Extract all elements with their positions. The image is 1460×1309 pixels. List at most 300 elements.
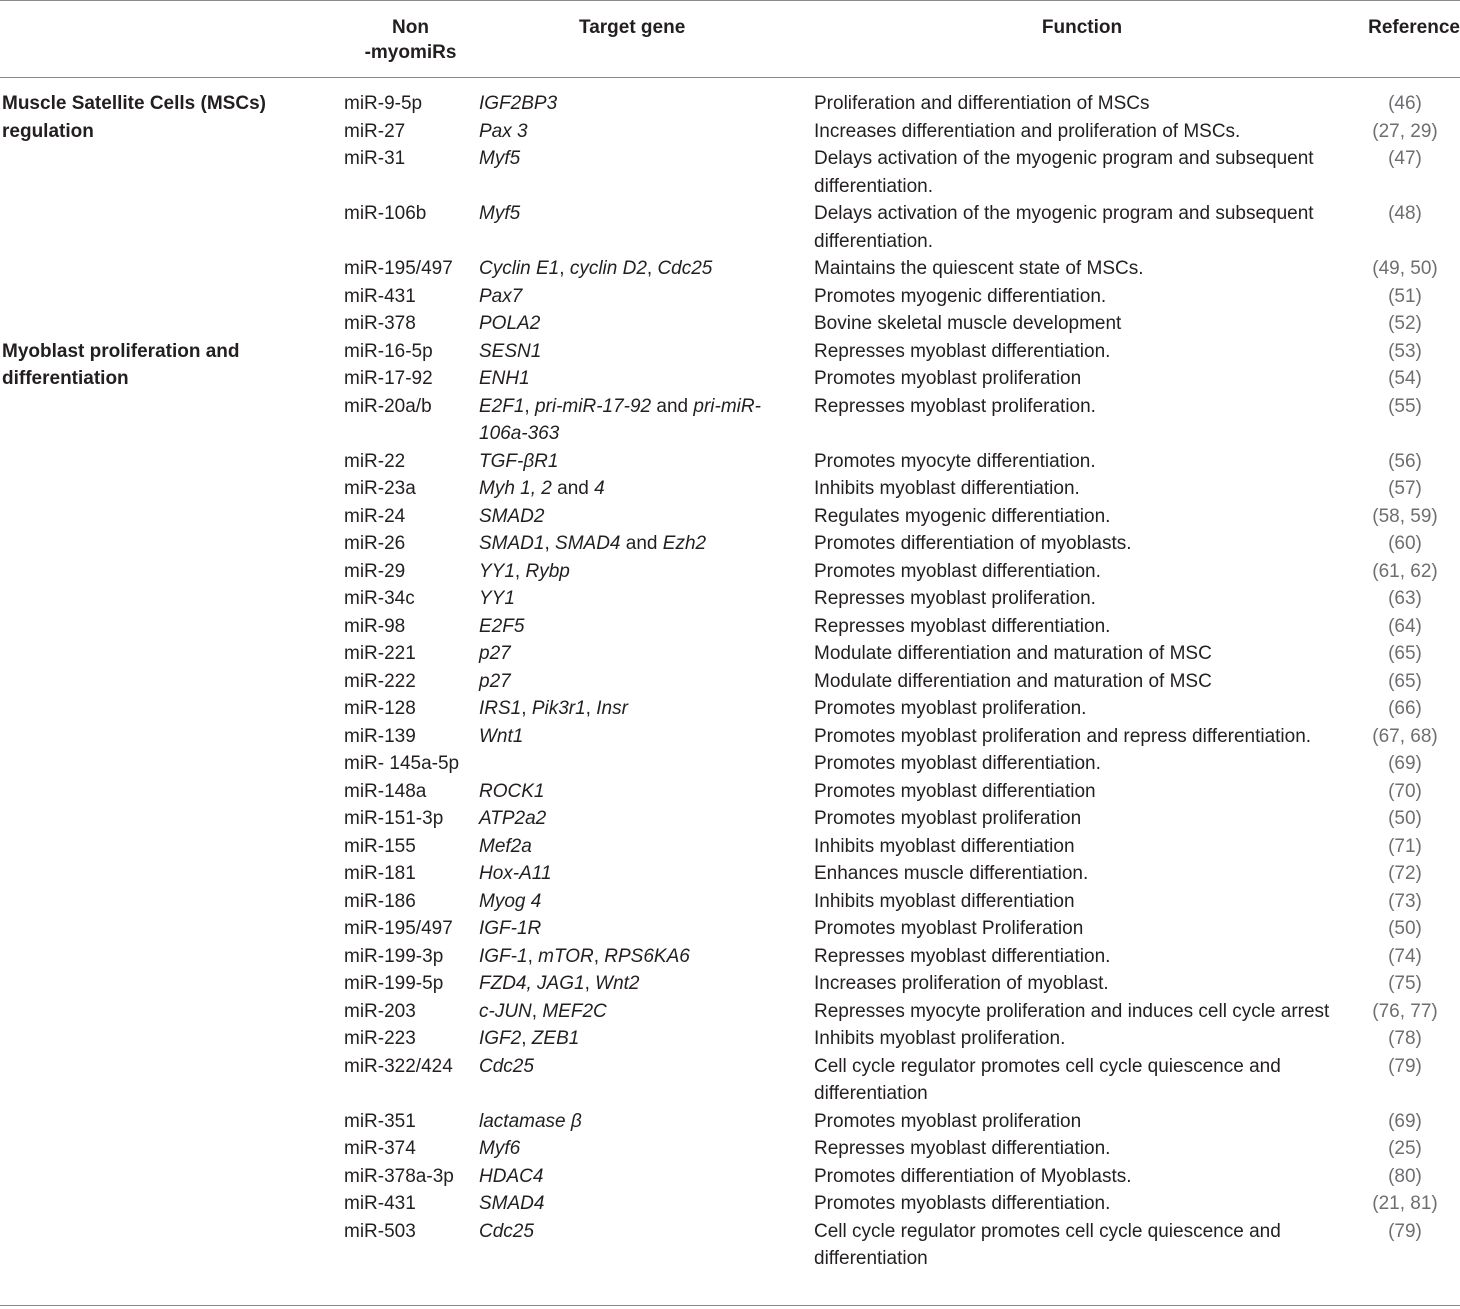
gene-segment: Pik3r1 (531, 698, 586, 719)
table-row (0, 448, 1460, 476)
target-gene-cell (479, 1190, 814, 1218)
target-gene-cell (479, 750, 814, 778)
mirna-cell: miR-16-5p (344, 340, 433, 362)
reference-cell: (25) (1388, 1138, 1422, 1159)
gene-segment: , (544, 533, 556, 554)
category-label: Muscle Satellite Cells (MSCs) regulation (2, 93, 266, 142)
table-row (0, 750, 1460, 778)
gene-segment: ENH1 (479, 368, 530, 389)
mirna-cell: miR-181 (344, 863, 416, 884)
mirna-cell: miR-148a (344, 780, 427, 802)
function-cell: Inhibits myoblast differentiation. (814, 478, 1080, 499)
function-cell: Promotes myoblasts differentiation. (814, 1193, 1111, 1214)
function-cell: Inhibits myoblast differentiation (814, 890, 1075, 912)
mirna-cell: miR-374 (344, 1138, 416, 1159)
category-cell (0, 393, 342, 448)
target-gene-cell (479, 338, 814, 366)
gene-segment: IRS1 (479, 698, 522, 719)
gene-segment: Cdc25 (479, 1055, 534, 1077)
table-row (0, 1108, 1460, 1136)
reference-cell: (53) (1388, 340, 1422, 362)
reference-cell: (63) (1388, 588, 1422, 609)
target-gene-cell (479, 888, 814, 916)
gene-segment: c-JUN (479, 1000, 532, 1022)
category-cell (0, 943, 342, 971)
gene-segment: IGF2 (479, 1028, 522, 1049)
function-cell: Represses myoblast proliferation. (814, 395, 1096, 417)
reference-cell: (67, 68) (1372, 725, 1438, 747)
gene-segment: SESN1 (479, 340, 542, 362)
target-gene-cell (479, 860, 814, 888)
gene-segment: 4 (594, 478, 605, 499)
table-row (0, 475, 1460, 503)
gene-segment: Pax 3 (479, 120, 528, 142)
table-row (0, 1218, 1460, 1283)
category-cell (0, 613, 342, 641)
reference-cell: (65) (1388, 643, 1422, 664)
gene-segment: pri-miR-17-92 (534, 395, 652, 417)
reference-cell: (72) (1388, 863, 1422, 884)
category-cell (0, 1163, 342, 1191)
target-gene-cell (479, 1135, 814, 1163)
function-cell: Represses myoblast differentiation. (814, 945, 1111, 967)
mirna-cell: miR-9-5p (344, 93, 423, 114)
category-cell (0, 723, 342, 751)
gene-segment: Cdc25 (657, 258, 713, 279)
function-cell: Promotes myoblast proliferation and repress differentiation. (814, 725, 1312, 747)
mirna-cell: miR-503 (344, 1220, 416, 1242)
target-gene-cell (479, 475, 814, 503)
target-gene-cell (479, 1218, 814, 1283)
function-cell: Increases differentiation and proliferation of MSCs. (814, 120, 1241, 142)
reference-cell: (52) (1388, 313, 1422, 334)
table-row (0, 145, 1460, 200)
table-row (0, 1163, 1460, 1191)
category-cell (0, 283, 342, 311)
target-gene-cell (479, 1163, 814, 1191)
reference-cell: (79) (1388, 1055, 1422, 1077)
function-cell: Proliferation and differentiation of MSCs (814, 93, 1150, 114)
reference-cell: (47) (1388, 148, 1422, 169)
mirna-cell: miR-27 (344, 120, 406, 142)
table-row (0, 805, 1460, 833)
mirna-cell: miR-195/497 (344, 918, 453, 939)
reference-cell: (76, 77) (1372, 1000, 1438, 1022)
category-cell (0, 640, 342, 668)
table-row (0, 723, 1460, 751)
header-reference: Reference (1350, 1, 1460, 78)
target-gene-cell (479, 558, 814, 586)
function-cell: Promotes myoblast proliferation (814, 368, 1082, 389)
category-cell (0, 1053, 342, 1108)
table-row (0, 860, 1460, 888)
category-cell (0, 805, 342, 833)
mirna-cell: miR-221 (344, 643, 416, 664)
gene-segment: Mef2a (479, 835, 532, 857)
gene-segment: Myf6 (479, 1138, 521, 1159)
reference-cell: (54) (1388, 368, 1422, 389)
category-cell (0, 695, 342, 723)
category-cell (0, 1218, 342, 1283)
function-cell: Promotes differentiation of Myoblasts. (814, 1165, 1132, 1187)
target-gene-cell (479, 640, 814, 668)
reference-cell: (55) (1388, 395, 1422, 417)
function-cell: Regulates myogenic differentiation. (814, 505, 1111, 527)
gene-segment: POLA2 (479, 313, 541, 334)
reference-cell: (64) (1388, 615, 1422, 637)
mirna-cell: miR-199-5p (344, 973, 444, 994)
function-cell: Inhibits myoblast differentiation (814, 835, 1075, 857)
gene-segment: Wnt2 (595, 973, 640, 994)
target-gene-cell (479, 200, 814, 255)
mirna-cell: miR-22 (344, 450, 406, 472)
function-cell: Delays activation of the myogenic program and subsequent differentiation. (814, 203, 1314, 252)
table-row (0, 1135, 1460, 1163)
target-gene-cell (479, 585, 814, 613)
function-cell: Modulate differentiation and maturation of MSC (814, 670, 1212, 692)
table-row (0, 585, 1460, 613)
function-cell: Enhances muscle differentiation. (814, 863, 1089, 884)
table-row (0, 943, 1460, 971)
header-target-gene: Target gene (479, 1, 814, 78)
function-cell: Modulate differentiation and maturation of MSC (814, 643, 1212, 664)
gene-segment: p27 (479, 643, 511, 664)
function-cell: Bovine skeletal muscle development (814, 313, 1122, 334)
mirna-cell: miR-23a (344, 478, 416, 499)
gene-segment: TGF-βR1 (479, 450, 559, 472)
function-cell: Cell cycle regulator promotes cell cycle quiescence and differentiation (814, 1220, 1281, 1269)
category-cell (0, 585, 342, 613)
category-cell (0, 310, 342, 338)
gene-segment: Cyclin E1 (479, 258, 560, 279)
mirna-cell: miR-29 (344, 560, 406, 582)
reference-cell: (21, 81) (1372, 1193, 1438, 1214)
reference-cell: (61, 62) (1372, 560, 1438, 582)
category-cell (0, 1108, 342, 1136)
table-row (0, 78, 1460, 118)
reference-cell: (27, 29) (1372, 120, 1438, 142)
mirna-cell: miR-98 (344, 615, 406, 637)
gene-segment: p27 (479, 670, 511, 692)
gene-segment: , (527, 945, 539, 967)
gene-segment: , (559, 258, 570, 279)
gene-segment: Myog 4 (479, 890, 542, 912)
target-gene-cell (479, 530, 814, 558)
function-cell: Represses myoblast differentiation. (814, 340, 1111, 362)
category-label: Myoblast proliferation and differentiation (2, 340, 240, 389)
category-cell (0, 255, 342, 283)
gene-segment: E2F1 (479, 395, 525, 417)
table-row (0, 338, 1460, 366)
reference-cell: (75) (1388, 973, 1422, 994)
gene-segment: Rybp (525, 560, 570, 582)
reference-cell: (66) (1388, 698, 1422, 719)
category-cell (0, 833, 342, 861)
target-gene-cell (479, 365, 814, 393)
gene-segment: YY1 (479, 588, 515, 609)
reference-cell: (49, 50) (1372, 258, 1438, 279)
category-cell (0, 558, 342, 586)
gene-segment: Myh 1, 2 (479, 478, 552, 499)
gene-segment: Hox-A11 (479, 863, 552, 884)
table-row (0, 558, 1460, 586)
reference-cell: (58, 59) (1372, 505, 1438, 527)
target-gene-cell (479, 118, 814, 146)
target-gene-cell (479, 448, 814, 476)
gene-segment: , (646, 258, 658, 279)
target-gene-cell (479, 915, 814, 943)
function-cell: Cell cycle regulator promotes cell cycle quiescence and differentiation (814, 1055, 1281, 1104)
reference-cell: (79) (1388, 1220, 1422, 1242)
gene-segment: , (584, 973, 596, 994)
mirna-cell: miR-17-92 (344, 368, 433, 389)
mirna-cell: miR-24 (344, 505, 406, 527)
reference-cell: (57) (1388, 478, 1422, 499)
table-row (0, 1053, 1460, 1108)
reference-cell: (69) (1388, 753, 1422, 774)
target-gene-cell (479, 613, 814, 641)
reference-cell: (69) (1388, 1110, 1422, 1132)
category-cell (0, 145, 342, 200)
target-gene-cell (479, 723, 814, 751)
reference-cell: (70) (1388, 780, 1422, 802)
target-gene-cell (479, 943, 814, 971)
gene-segment: SMAD2 (479, 505, 545, 527)
reference-cell: (80) (1388, 1165, 1422, 1187)
table-row (0, 283, 1460, 311)
mirna-cell: miR-34c (344, 588, 415, 609)
target-gene-cell (479, 255, 814, 283)
reference-cell: (50) (1388, 808, 1422, 829)
target-gene-cell (479, 310, 814, 338)
reference-cell: (48) (1388, 203, 1422, 224)
target-gene-cell (479, 78, 814, 118)
mirna-cell: miR-151-3p (344, 808, 444, 829)
target-gene-cell (479, 393, 814, 448)
reference-cell: (50) (1388, 918, 1422, 939)
mirna-cell: miR-431 (344, 1193, 416, 1214)
table-row (0, 393, 1460, 448)
table-row (0, 695, 1460, 723)
reference-cell: (74) (1388, 945, 1422, 967)
category-cell (0, 1135, 342, 1163)
function-cell: Promotes myoblast differentiation. (814, 560, 1101, 582)
gene-segment: mTOR (538, 945, 594, 967)
target-gene-cell (479, 805, 814, 833)
category-cell (0, 778, 342, 806)
function-cell: Inhibits myoblast proliferation. (814, 1028, 1066, 1049)
gene-segment: and (620, 533, 663, 554)
table-row (0, 888, 1460, 916)
function-cell: Promotes myogenic differentiation. (814, 285, 1107, 307)
table-row (0, 255, 1460, 283)
function-cell: Promotes myoblast differentiation (814, 780, 1096, 802)
mirna-cell: miR-155 (344, 835, 416, 857)
function-cell: Represses myocyte proliferation and induces cell cycle arrest (814, 1000, 1330, 1022)
gene-segment: , (521, 1028, 532, 1049)
target-gene-cell (479, 833, 814, 861)
gene-segment: , (585, 698, 597, 719)
gene-segment: YY1 (479, 560, 515, 582)
mirna-cell: miR-378 (344, 313, 416, 334)
function-cell: Promotes myoblast differentiation. (814, 753, 1101, 774)
category-cell (0, 1190, 342, 1218)
mirna-cell: miR-378a-3p (344, 1165, 454, 1187)
header-row (0, 1, 1460, 78)
table-row (0, 668, 1460, 696)
category-cell (0, 915, 342, 943)
gene-segment: HDAC4 (479, 1165, 544, 1187)
gene-segment: Myf5 (479, 148, 521, 169)
mirna-cell: miR-139 (344, 725, 416, 747)
category-cell (0, 338, 342, 389)
gene-segment: IGF2BP3 (479, 93, 558, 114)
category-cell (0, 750, 342, 778)
target-gene-cell (479, 503, 814, 531)
reference-cell: (71) (1388, 835, 1422, 857)
reference-cell: (73) (1388, 890, 1422, 912)
gene-segment: SMAD4 (555, 533, 621, 554)
mirna-cell: miR-199-3p (344, 945, 444, 967)
table-body (0, 78, 1460, 1283)
gene-segment: , (514, 560, 526, 582)
reference-cell: (56) (1388, 450, 1422, 472)
category-cell (0, 503, 342, 531)
gene-segment: MEF2C (542, 1000, 607, 1022)
gene-segment: , (521, 698, 532, 719)
table-row (0, 998, 1460, 1026)
gene-segment: Myf5 (479, 203, 521, 224)
category-cell (0, 1025, 342, 1053)
category-cell (0, 200, 342, 255)
mirna-cell: miR-106b (344, 203, 427, 224)
gene-segment: cyclin D2 (569, 258, 647, 279)
target-gene-cell (479, 1053, 814, 1108)
mirna-cell: miR-128 (344, 698, 416, 719)
header-category (0, 1, 342, 78)
target-gene-cell (479, 1025, 814, 1053)
target-gene-cell (479, 970, 814, 998)
function-cell: Increases proliferation of myoblast. (814, 973, 1109, 994)
header-non-myomirs-text: Non -myomiRs (364, 17, 457, 63)
target-gene-cell (479, 283, 814, 311)
target-gene-cell (479, 998, 814, 1026)
reference-cell: (78) (1388, 1028, 1422, 1049)
table-row (0, 915, 1460, 943)
category-cell (0, 78, 342, 142)
category-cell (0, 888, 342, 916)
reference-cell: (65) (1388, 670, 1422, 692)
gene-segment: Ezh2 (662, 533, 707, 554)
gene-segment: IGF-1 (479, 945, 528, 967)
table-row (0, 310, 1460, 338)
mirna-cell: miR- 145a-5p (344, 753, 460, 774)
gene-segment: Cdc25 (479, 1220, 534, 1242)
gene-segment: ATP2a2 (479, 808, 547, 829)
gene-segment: , (524, 395, 535, 417)
header-function: Function (814, 1, 1350, 78)
category-cell (0, 668, 342, 696)
category-cell (0, 448, 342, 476)
function-cell: Promotes myoblast proliferation (814, 1110, 1082, 1132)
category-cell (0, 998, 342, 1026)
function-cell: Promotes myoblast Proliferation (814, 918, 1084, 939)
target-gene-cell (479, 668, 814, 696)
table-row (0, 970, 1460, 998)
table-row (0, 640, 1460, 668)
function-cell: Delays activation of the myogenic program and subsequent differentiation. (814, 148, 1314, 197)
target-gene-cell (479, 145, 814, 200)
table-row (0, 613, 1460, 641)
mirna-cell: miR-186 (344, 890, 416, 912)
category-cell (0, 530, 342, 558)
gene-segment: , (531, 1000, 543, 1022)
function-cell: Maintains the quiescent state of MSCs. (814, 258, 1144, 279)
gene-segment: Wnt1 (479, 725, 524, 747)
gene-segment: Pax7 (479, 285, 523, 307)
target-gene-cell (479, 778, 814, 806)
mirna-cell: miR-20a/b (344, 395, 432, 417)
gene-segment: ROCK1 (479, 780, 545, 802)
function-cell: Promotes myocyte differentiation. (814, 450, 1096, 472)
gene-segment: and (651, 395, 694, 417)
table-row (0, 1025, 1460, 1053)
table-row (0, 778, 1460, 806)
gene-segment: FZD4, JAG1 (479, 973, 585, 994)
mirna-cell: miR-31 (344, 148, 406, 169)
reference-cell: (46) (1388, 93, 1422, 114)
function-cell: Promotes differentiation of myoblasts. (814, 533, 1132, 554)
table-row (0, 503, 1460, 531)
table-row (0, 833, 1460, 861)
gene-segment: RPS6KA6 (604, 945, 690, 967)
gene-segment: ZEB1 (531, 1028, 580, 1049)
mirna-cell: miR-322/424 (344, 1055, 453, 1077)
category-cell (0, 860, 342, 888)
target-gene-cell (479, 1108, 814, 1136)
table-row (0, 530, 1460, 558)
gene-segment: pri-miR-106a-363 (479, 395, 761, 444)
gene-segment: , (593, 945, 605, 967)
mirna-cell: miR-195/497 (344, 258, 453, 279)
gene-segment: SMAD1 (479, 533, 545, 554)
target-gene-cell (479, 695, 814, 723)
category-cell (0, 970, 342, 998)
function-cell: Represses myoblast differentiation. (814, 1138, 1111, 1159)
category-cell (0, 475, 342, 503)
mirna-cell: miR-431 (344, 285, 416, 307)
reference-cell: (60) (1388, 533, 1422, 554)
gene-segment: Insr (596, 698, 628, 719)
function-cell: Represses myoblast differentiation. (814, 615, 1111, 637)
mirna-cell: miR-26 (344, 533, 406, 554)
function-cell: Represses myoblast proliferation. (814, 588, 1096, 609)
gene-segment: lactamase β (479, 1110, 582, 1132)
gene-segment: SMAD4 (479, 1193, 545, 1214)
mirna-cell: miR-222 (344, 670, 416, 692)
header-non-myomirs (342, 1, 479, 78)
function-cell: Promotes myoblast proliferation (814, 808, 1082, 829)
gene-segment: IGF-1R (479, 918, 542, 939)
mirna-cell: miR-223 (344, 1028, 416, 1049)
mirna-cell: miR-351 (344, 1110, 416, 1132)
bottom-rule (0, 1305, 1460, 1306)
table-row (0, 200, 1460, 255)
gene-segment: E2F5 (479, 615, 525, 637)
gene-segment: and (551, 478, 595, 499)
table-row (0, 1190, 1460, 1218)
reference-cell: (51) (1388, 285, 1422, 307)
